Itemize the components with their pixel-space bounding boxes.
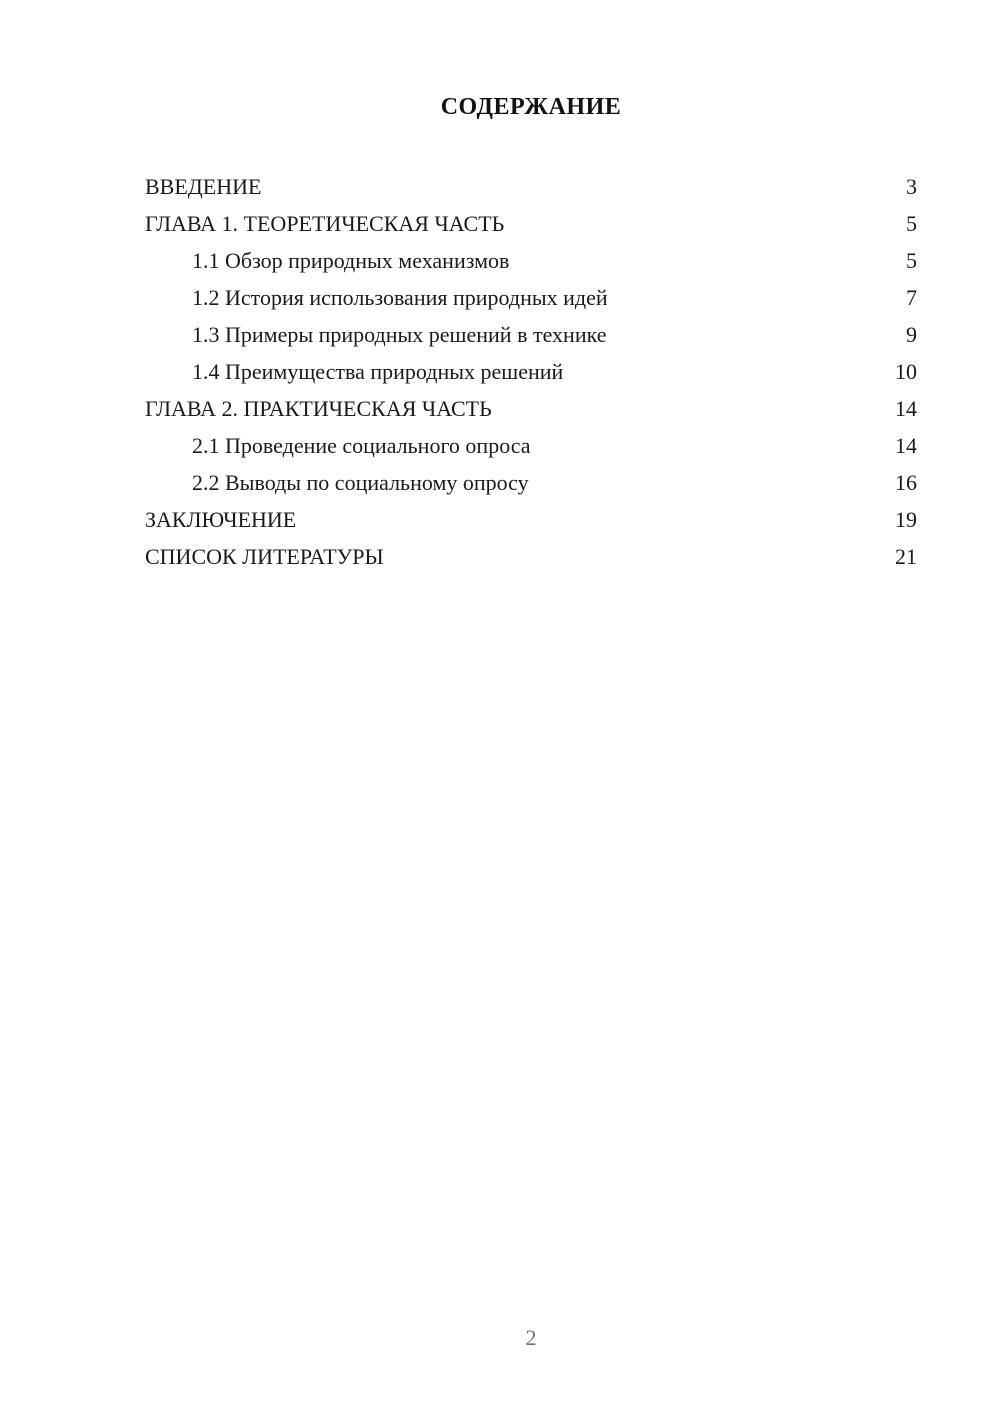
toc-entry-label: 1.3 Примеры природных решений в технике <box>192 322 607 347</box>
toc-entry-label: 2.1 Проведение социального опроса <box>192 433 531 458</box>
toc-entry-label: 1.2 История использования природных идей <box>192 285 608 310</box>
toc-entry-section-2-2 <box>145 464 917 501</box>
toc-entry-label: 1.1 Обзор природных механизмов <box>192 248 510 273</box>
toc-entry-section-1-1 <box>145 242 917 279</box>
toc-entry-section-1-3 <box>145 316 917 353</box>
toc-entry-spisok-literatury <box>145 538 917 575</box>
toc-entry-label: ГЛАВА 2. ПРАКТИЧЕСКАЯ ЧАСТЬ <box>145 396 492 421</box>
toc-entry-page-number: 14 <box>895 396 917 421</box>
toc-entry-chapter-1 <box>145 205 917 242</box>
toc-entry-label: ГЛАВА 1. ТЕОРЕТИЧЕСКАЯ ЧАСТЬ <box>145 211 505 236</box>
toc-entry-page-number: 14 <box>895 433 917 458</box>
table-of-contents <box>145 168 917 575</box>
toc-entry-section-1-2 <box>145 279 917 316</box>
toc-entry-page-number: 5 <box>906 211 917 236</box>
toc-entry-page-number: 19 <box>895 507 917 532</box>
toc-entry-page-number: 21 <box>895 544 917 569</box>
toc-entry-page-number: 7 <box>906 285 917 310</box>
toc-entry-label: ЗАКЛЮЧЕНИЕ <box>145 507 297 532</box>
toc-entry-zaklyuchenie <box>145 501 917 538</box>
toc-entry-page-number: 16 <box>895 470 917 495</box>
toc-entry-page-number: 5 <box>906 248 917 273</box>
toc-entry-section-2-1 <box>145 427 917 464</box>
toc-entry-chapter-2 <box>145 390 917 427</box>
toc-entry-label: 2.2 Выводы по социальному опросу <box>192 470 529 495</box>
page-content <box>145 0 917 1414</box>
toc-entry-page-number: 10 <box>895 359 917 384</box>
toc-entry-label: СПИСОК ЛИТЕРАТУРЫ <box>145 544 384 569</box>
toc-entry-vvedenie <box>145 168 917 205</box>
toc-entry-label: ВВЕДЕНИЕ <box>145 174 262 199</box>
toc-entry-page-number: 9 <box>906 322 917 347</box>
page-number: 2 <box>525 1325 537 1350</box>
toc-entry-label: 1.4 Преимущества природных решений <box>192 359 564 384</box>
toc-entry-section-1-4 <box>145 353 917 390</box>
toc-entry-page-number: 3 <box>906 174 917 199</box>
page-title: СОДЕРЖАНИЕ <box>440 94 622 120</box>
